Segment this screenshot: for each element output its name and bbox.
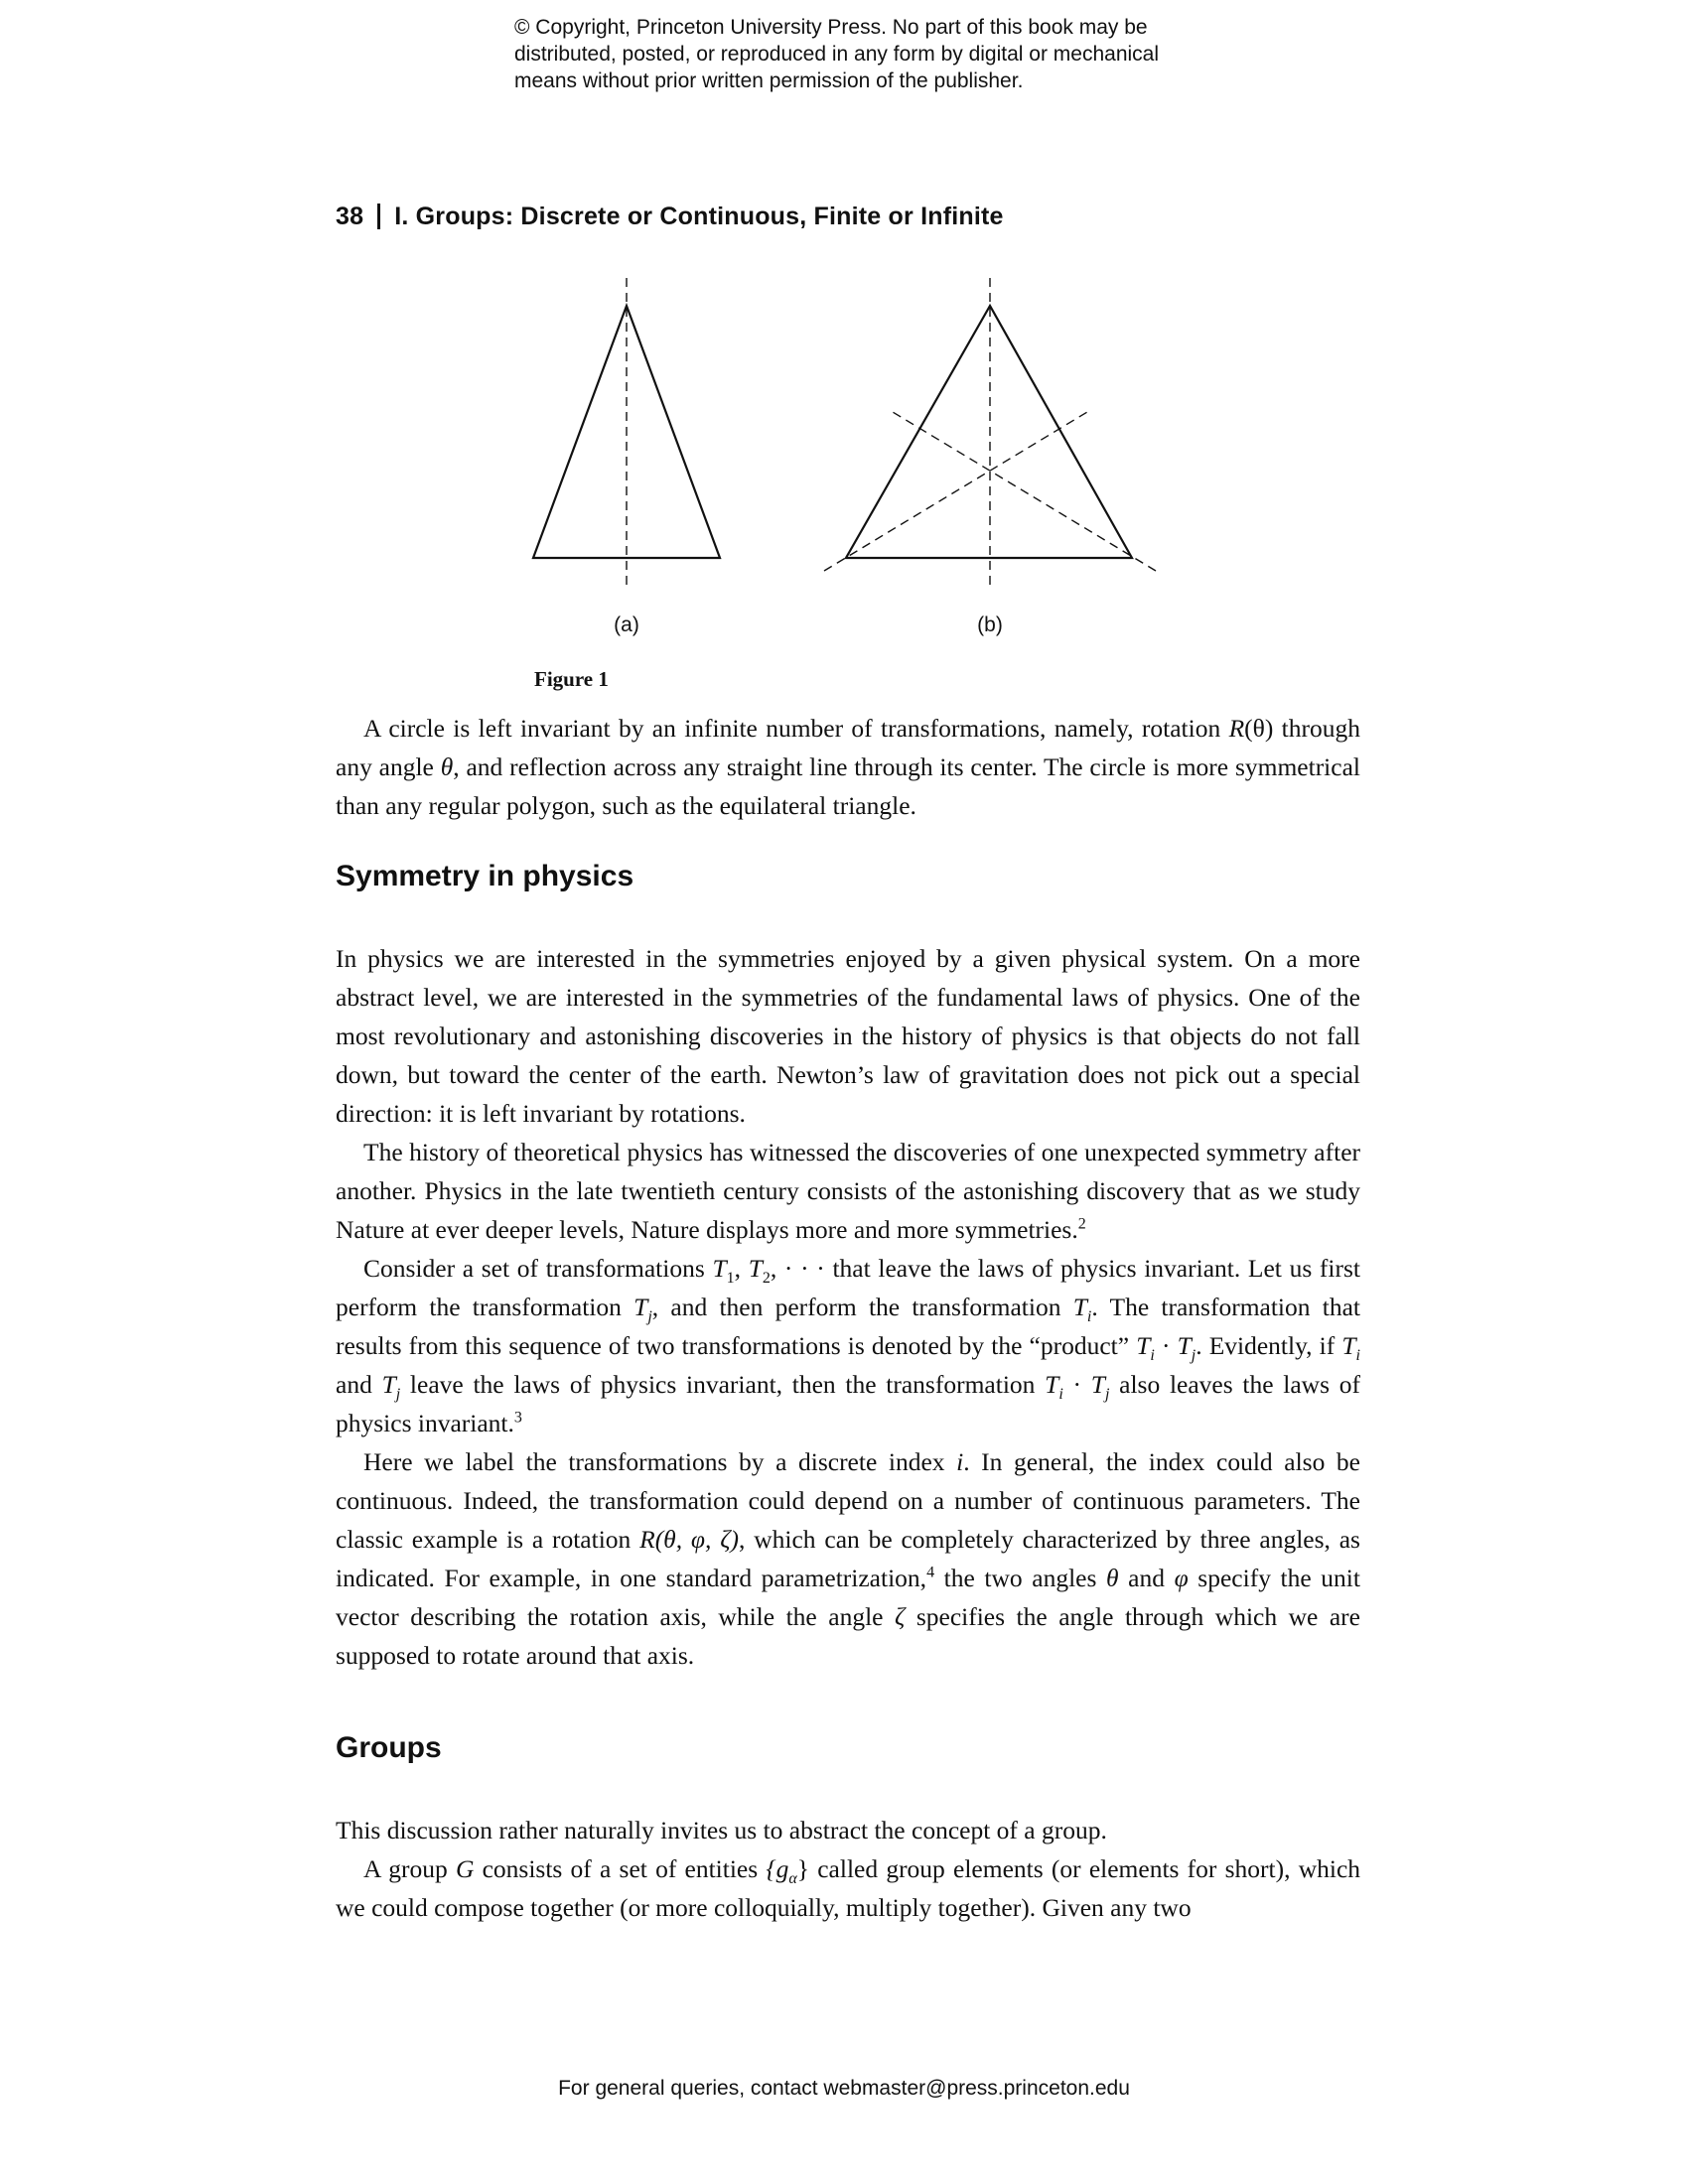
paragraph <box>336 1133 1360 1249</box>
text-run: leave the laws of physics invariant, then the transformation <box>400 1370 1046 1399</box>
figure-label-b: (b) <box>977 614 1003 636</box>
chapter-title: I. Groups: Discrete or Continuous, Finite or Infinite <box>394 203 1004 230</box>
math-symbol: G <box>455 1854 475 1883</box>
math-subscript: i <box>1086 1308 1092 1326</box>
text-run: · <box>1062 1370 1091 1399</box>
page-number: 38 <box>336 203 364 230</box>
math-symbol: (θ) <box>1244 714 1274 743</box>
math-subscript: 2 <box>762 1270 771 1288</box>
footnote-marker: 4 <box>926 1564 935 1581</box>
text-run: called group elements (or elements for short), which we could compose together (or more colloquially, multiply together). Given any two <box>336 1854 1361 1922</box>
math-symbol: (θ, φ, ζ) <box>654 1525 740 1554</box>
text-run: consists of a set of entities <box>474 1854 767 1883</box>
text-run: , which can be completely characterized by three angles, as indicated. For example, in one standard parametrization, <box>336 1525 1360 1592</box>
math-symbol: φ <box>1174 1564 1189 1592</box>
math-subscript: j <box>395 1386 401 1404</box>
running-head <box>336 203 1004 231</box>
triangle-figure <box>496 270 1192 647</box>
math-symbol: R <box>1228 714 1245 743</box>
text-run: , and reflection across any straight line through its center. The circle is more symmetrical than any regular polygon, such as the equilateral triangle. <box>336 752 1360 820</box>
paragraph: This discussion rather naturally invites us to abstract the concept of a group. <box>336 1816 1107 1844</box>
math-symbol: T <box>633 1293 648 1321</box>
symmetry-axis <box>893 412 1156 571</box>
isosceles-triangle <box>533 278 720 586</box>
figure-caption: Figure 1 <box>534 667 609 691</box>
math-symbol: T <box>712 1254 727 1283</box>
math-symbol: {g <box>766 1854 789 1883</box>
text-run: . The transformation that results from this sequence of two transformations is denoted by the “product” <box>336 1293 1360 1360</box>
math-symbol: ζ <box>894 1602 906 1631</box>
figure-label-a: (a) <box>614 614 639 636</box>
math-symbol: T <box>1341 1331 1356 1360</box>
copyright-line: © Copyright, Princeton University Press. No part of this book may be <box>514 16 1148 39</box>
text-run: , · · · that leave the laws of physics invariant. Let us first perform the transformation <box>336 1254 1361 1321</box>
math-subscript: j <box>1104 1386 1110 1404</box>
text-run: the two angles <box>934 1564 1107 1592</box>
math-symbol: T <box>1136 1331 1151 1360</box>
text-run: also leaves the laws of physics invariant. <box>336 1370 1360 1437</box>
math-symbol: i <box>956 1447 964 1476</box>
text-run: . In general, the index could also be continuous. Indeed, the transformation could depend on a number of continuous parameters. The classic example is a rotation <box>336 1447 1360 1554</box>
footnote-marker: 2 <box>1077 1215 1086 1233</box>
equilateral-triangle <box>824 278 1156 586</box>
math-symbol: T <box>1177 1331 1192 1360</box>
section-heading-groups: Groups <box>336 1731 442 1764</box>
text-run: Here we label the transformations by a discrete index <box>363 1447 957 1476</box>
section-heading-symmetry: Symmetry in physics <box>336 860 634 892</box>
copyright-line: means without prior written permission of the publisher. <box>514 69 1024 92</box>
text-run: , and then perform the transformation <box>651 1293 1073 1321</box>
triangle-outline <box>846 306 1132 558</box>
text-run: and <box>1118 1564 1175 1592</box>
math-subscript: α <box>788 1870 797 1888</box>
math-subscript: j <box>647 1308 652 1326</box>
symmetry-axis <box>824 412 1087 571</box>
text-run: · <box>1154 1331 1178 1360</box>
paragraph <box>336 1442 1360 1675</box>
math-subscript: i <box>1058 1386 1063 1404</box>
copyright-notice <box>514 14 1269 94</box>
math-symbol: θ <box>1106 1564 1119 1592</box>
paragraph: In physics we are interested in the symmetries enjoyed by a given physical system. On a more abstract level, we are interested in the symmetries of the fundamental laws of physics. One of the most revolutionary and astonishing discoveries in the history of physics is that objects do not fall down, but toward the center of the earth. Newton’s law of gravitation does not pick out a special direction: it is left invariant by rotations. <box>336 944 1360 1128</box>
section-symmetry-body <box>336 939 1360 1675</box>
paragraph <box>336 1249 1360 1442</box>
text-run: specifies the angle through which we are supposed to rotate around that axis. <box>336 1602 1360 1670</box>
paragraph-circle <box>336 709 1360 825</box>
math-subscript: j <box>1191 1347 1196 1365</box>
figure-1 <box>496 270 1192 647</box>
math-symbol: T <box>748 1254 763 1283</box>
math-symbol: θ <box>440 752 454 781</box>
text-run: specify the unit vector describing the rotation axis, while the angle <box>336 1564 1360 1631</box>
math-symbol: T <box>1045 1370 1059 1399</box>
footer-contact: For general queries, contact webmaster@press.princeton.edu <box>558 2077 1130 2100</box>
running-head-separator <box>377 204 380 229</box>
math-subscript: 1 <box>726 1270 735 1288</box>
copyright-line: distributed, posted, or reproduced in any form by digital or mechanical <box>514 43 1160 66</box>
text-run: A group <box>363 1854 456 1883</box>
text-run: and <box>336 1370 382 1399</box>
text-run: , <box>734 1254 749 1283</box>
math-symbol: T <box>381 1370 396 1399</box>
math-subscript: i <box>1150 1347 1155 1365</box>
text-run: . Evidently, if <box>1196 1331 1342 1360</box>
paragraph <box>336 1849 1360 1927</box>
text-run: The history of theoretical physics has witnessed the discoveries of one unexpected symmetry after another. Physics in the late twentieth century consists of the astonishing discovery that as we study Nature at ever deeper levels, Nature displays more and more symmetries. <box>336 1138 1360 1244</box>
math-symbol: R <box>639 1525 655 1554</box>
text-run: through any angle <box>336 714 1361 781</box>
footnote-marker: 3 <box>513 1409 522 1427</box>
text-run: A circle is left invariant by an infinite number of transformations, namely, rotation <box>363 714 1229 743</box>
math-symbol: T <box>1090 1370 1105 1399</box>
math-subscript: i <box>1355 1347 1360 1365</box>
section-groups-body <box>336 1811 1360 1927</box>
text-run: Consider a set of transformations <box>363 1254 713 1283</box>
math-symbol: T <box>1072 1293 1087 1321</box>
math-symbol: } <box>796 1854 810 1883</box>
